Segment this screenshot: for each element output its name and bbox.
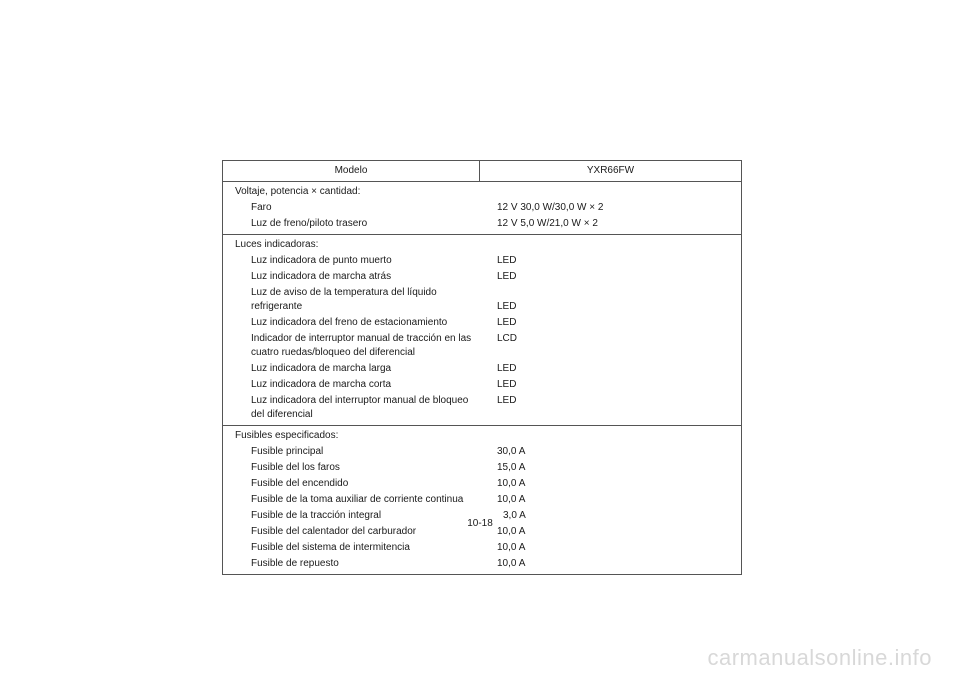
row-label: Fusible de la toma auxiliar de corriente continua	[251, 494, 464, 505]
row-label: Fusible del sistema de intermitencia	[251, 542, 410, 553]
row-value: 15,0 A	[497, 462, 526, 473]
section-indicator-lights	[223, 235, 741, 426]
table-row	[223, 540, 741, 556]
row-label: Luz de freno/piloto trasero	[251, 218, 368, 229]
row-value: 10,0 A	[497, 478, 526, 489]
row-label: Fusible principal	[251, 446, 324, 457]
row-label: Luz de aviso de la temperatura del líquido refrigerante	[251, 287, 437, 312]
row-label: Fusible de repuesto	[251, 558, 339, 569]
row-value: 10,0 A	[497, 542, 526, 553]
header-model-value: YXR66FW	[586, 165, 635, 176]
table-row	[223, 460, 741, 476]
row-label: Luz indicadora de marcha atrás	[251, 271, 392, 282]
table-row	[223, 200, 741, 216]
row-label: Faro	[251, 202, 272, 213]
row-value: LCD	[497, 333, 518, 344]
section-title: Luces indicadoras:	[235, 239, 319, 250]
table-row	[223, 361, 741, 377]
table-row	[223, 444, 741, 460]
row-value: 12 V 30,0 W/30,0 W × 2	[497, 202, 604, 213]
row-value: 30,0 A	[497, 446, 526, 457]
table-row	[223, 377, 741, 393]
section-title: Voltaje, potencia × cantidad:	[235, 186, 361, 197]
table-row	[223, 556, 741, 572]
row-value: LED	[497, 317, 517, 328]
table-row	[223, 269, 741, 285]
table-row	[223, 253, 741, 269]
row-label: Luz indicadora del freno de estacionamiento	[251, 317, 448, 328]
row-label: Fusible de la tracción integral	[251, 510, 382, 521]
row-label: Luz indicadora del interruptor manual de bloqueo del diferencial	[251, 395, 469, 420]
section-title: Fusibles especificados:	[235, 430, 339, 441]
row-value: LED	[497, 379, 517, 390]
row-value: LED	[497, 301, 517, 312]
row-label: Luz indicadora de marcha corta	[251, 379, 392, 390]
page-number: 10-18	[467, 518, 493, 529]
table-row	[223, 216, 741, 232]
row-value: LED	[497, 363, 517, 374]
row-label: Fusible del calentador del carburador	[251, 526, 417, 537]
row-value: 10,0 A	[497, 494, 526, 505]
table-row	[223, 315, 741, 331]
table-row	[223, 393, 741, 423]
table-row	[223, 492, 741, 508]
table-row	[223, 285, 741, 315]
table-header	[223, 161, 741, 182]
row-value: LED	[497, 395, 517, 406]
section-fuses	[223, 426, 741, 574]
spec-table	[222, 160, 742, 575]
row-value: 10,0 A	[497, 558, 526, 569]
header-model-label: Modelo	[223, 161, 480, 181]
row-value: 10,0 A	[497, 526, 526, 537]
watermark: carmanualsonline.info	[707, 645, 932, 670]
row-value: LED	[497, 255, 517, 266]
table-row	[223, 476, 741, 492]
row-label: Fusible del encendido	[251, 478, 349, 489]
row-value: LED	[497, 271, 517, 282]
row-value: 12 V 5,0 W/21,0 W × 2	[497, 218, 598, 229]
row-value: 3,0 A	[503, 510, 526, 521]
row-label: Luz indicadora de punto muerto	[251, 255, 392, 266]
row-label: Luz indicadora de marcha larga	[251, 363, 392, 374]
row-label: Indicador de interruptor manual de tracción en las cuatro ruedas/bloqueo del diferencial	[251, 333, 472, 358]
row-label: Fusible del los faros	[251, 462, 340, 473]
table-row	[223, 331, 741, 361]
section-voltage	[223, 182, 741, 235]
